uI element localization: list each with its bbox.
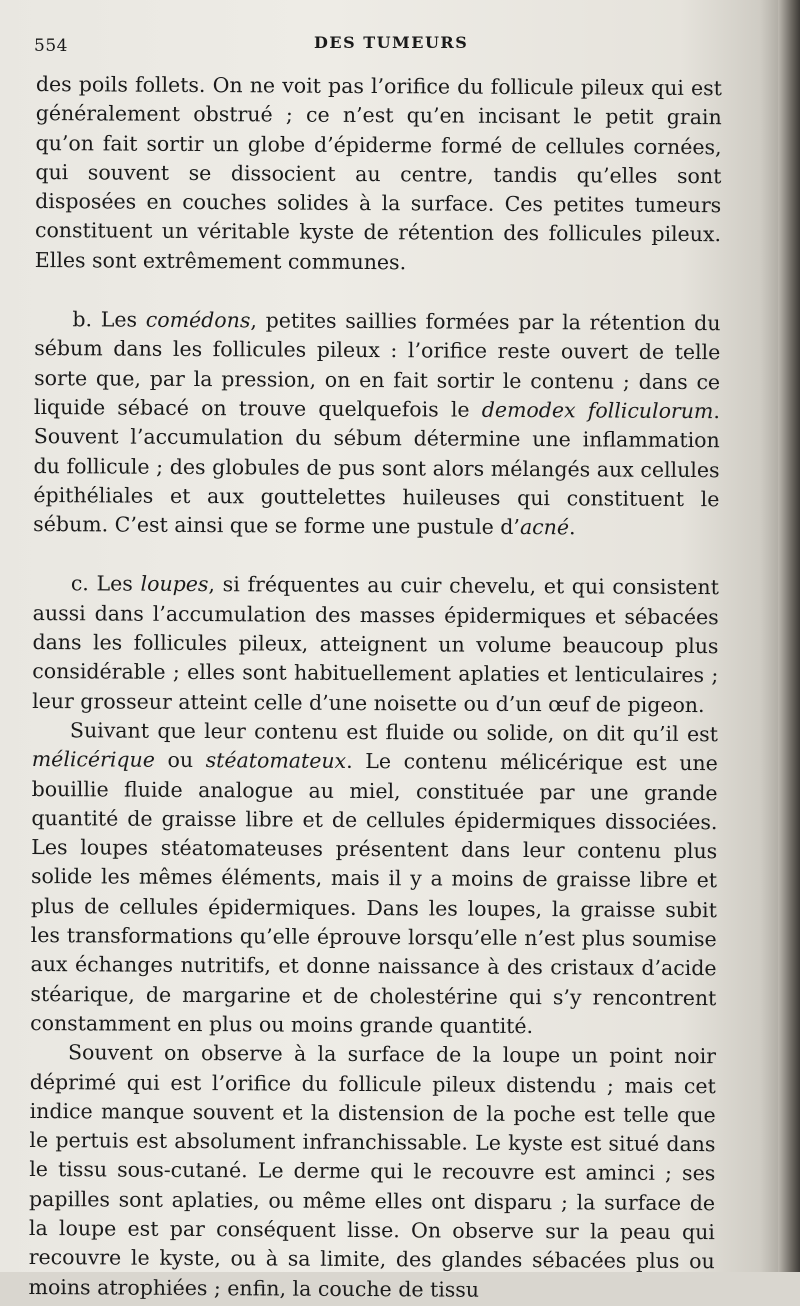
term-melicerique: mélicérique (31, 747, 155, 772)
paragraph-loupes (32, 569, 719, 720)
term-steatomateux: stéatomateux (205, 748, 347, 774)
page-binding-edge (778, 0, 800, 1272)
term-loupes: loupes (140, 572, 209, 597)
paragraph-comedons-text-a: b. Les (72, 307, 146, 332)
page-header (34, 30, 734, 58)
paragraph-comedons-text-g: . (568, 515, 576, 540)
term-comedons: comédons (145, 307, 251, 333)
paragraph-contenu-text-e: . Le contenu mélicérique est une bouillie fluide analogue au miel, constituée par une grande quantité de graisse libre et de cellules épidermiques dissociées. Les loupes stéatomateuses présentent dans leur contenu plus solide les mêmes éléments, mais il y a moins de graisse libre et plus de cellules épidermiques. Dans les loupes, la graisse subit les transformations qu’elle éprouve lorsqu’elle n’est plus soumise aux échanges nutritifs, et donne naissance à des cristaux d’acide stéarique, de margarine et de cholestérine qui s’y rencontrent constamment en plus ou moins grande quantité. (30, 749, 718, 1038)
paragraph-1: des poils follets. On ne voit pas l’orifice du follicule pileux qui est généralement obstrué ; ce n’est qu’en incisant le petit grain qu’on fait sortir un globe d’épiderme formé de cellules cornées, qui souvent se dissocient au centre, tandis qu’elles sont disposées en couches solides à la surface. Ces petites tumeurs constituent un véritable kyste de rétention des follicules pileux. Elles sont extrêmement communes. (34, 71, 722, 275)
paragraph-contenu (30, 716, 718, 1042)
paragraph-loupes-text-a: c. Les (70, 571, 141, 597)
running-head: DES TUMEURS (314, 33, 469, 52)
paragraph-surface: Souvent on observe à la surface de la loupe un point noir déprimé qui est l’orifice du follicule pileux distendu ; mais cet indice manque souvent et la distension de la poche est telle que le pertuis est absolument infranchissable. Le kyste est situé dans le tissu sous-cutané. Le derme qui le recouvre est aminci ; ses papilles sont aplaties, ou même elles ont disparu ; la surface de la loupe est par conséquent lisse. On observe sur la peau qui recouvre le kyste, ou à sa limite, des glandes sébacées plus ou moins atrophiées ; enfin, la couche de tissu (28, 1040, 717, 1302)
paragraph-comedons (33, 305, 720, 544)
paragraph-loupes-text-c: , si fréquentes au cuir chevelu, et qui consistent aussi dans l’accumulation des masses épidermiques et sébacées dans les follicules pileux, atteignent un volume beaucoup plus considérable ; elles sont habituellement aplaties et lenticulaires ; leur grosseur atteint celle d’une noisette ou d’un œuf de pigeon. (32, 572, 719, 717)
paragraph-comedons-text-e: . Souvent l’accumulation du sébum détermine une inflammation du follicule ; des globules de pus sont alors mélangés aux cellules épithéliales et aux gouttelettes huileuses qui constituent le sébum. C’est ainsi que se forme une pustule d’ (33, 399, 721, 540)
term-acne: acné (519, 515, 570, 540)
paragraph-comedons-text-c: , petites saillies formées par la rétention du sébum dans les follicules pileux : l’orifice reste ouvert de telle sorte que, par la pression, on en fait sortir le contenu ; dans ce liquide sébacé on trouve quelquefois le (33, 308, 721, 422)
page-number: 554 (34, 36, 68, 56)
term-demodex: demodex folliculorum (481, 397, 714, 424)
paragraph-contenu-text-c: ou (154, 747, 206, 773)
paragraph-contenu-text-a: Suivant que leur contenu est fluide ou solide, on dit qu’il est (69, 718, 719, 747)
body-text (28, 70, 722, 1306)
